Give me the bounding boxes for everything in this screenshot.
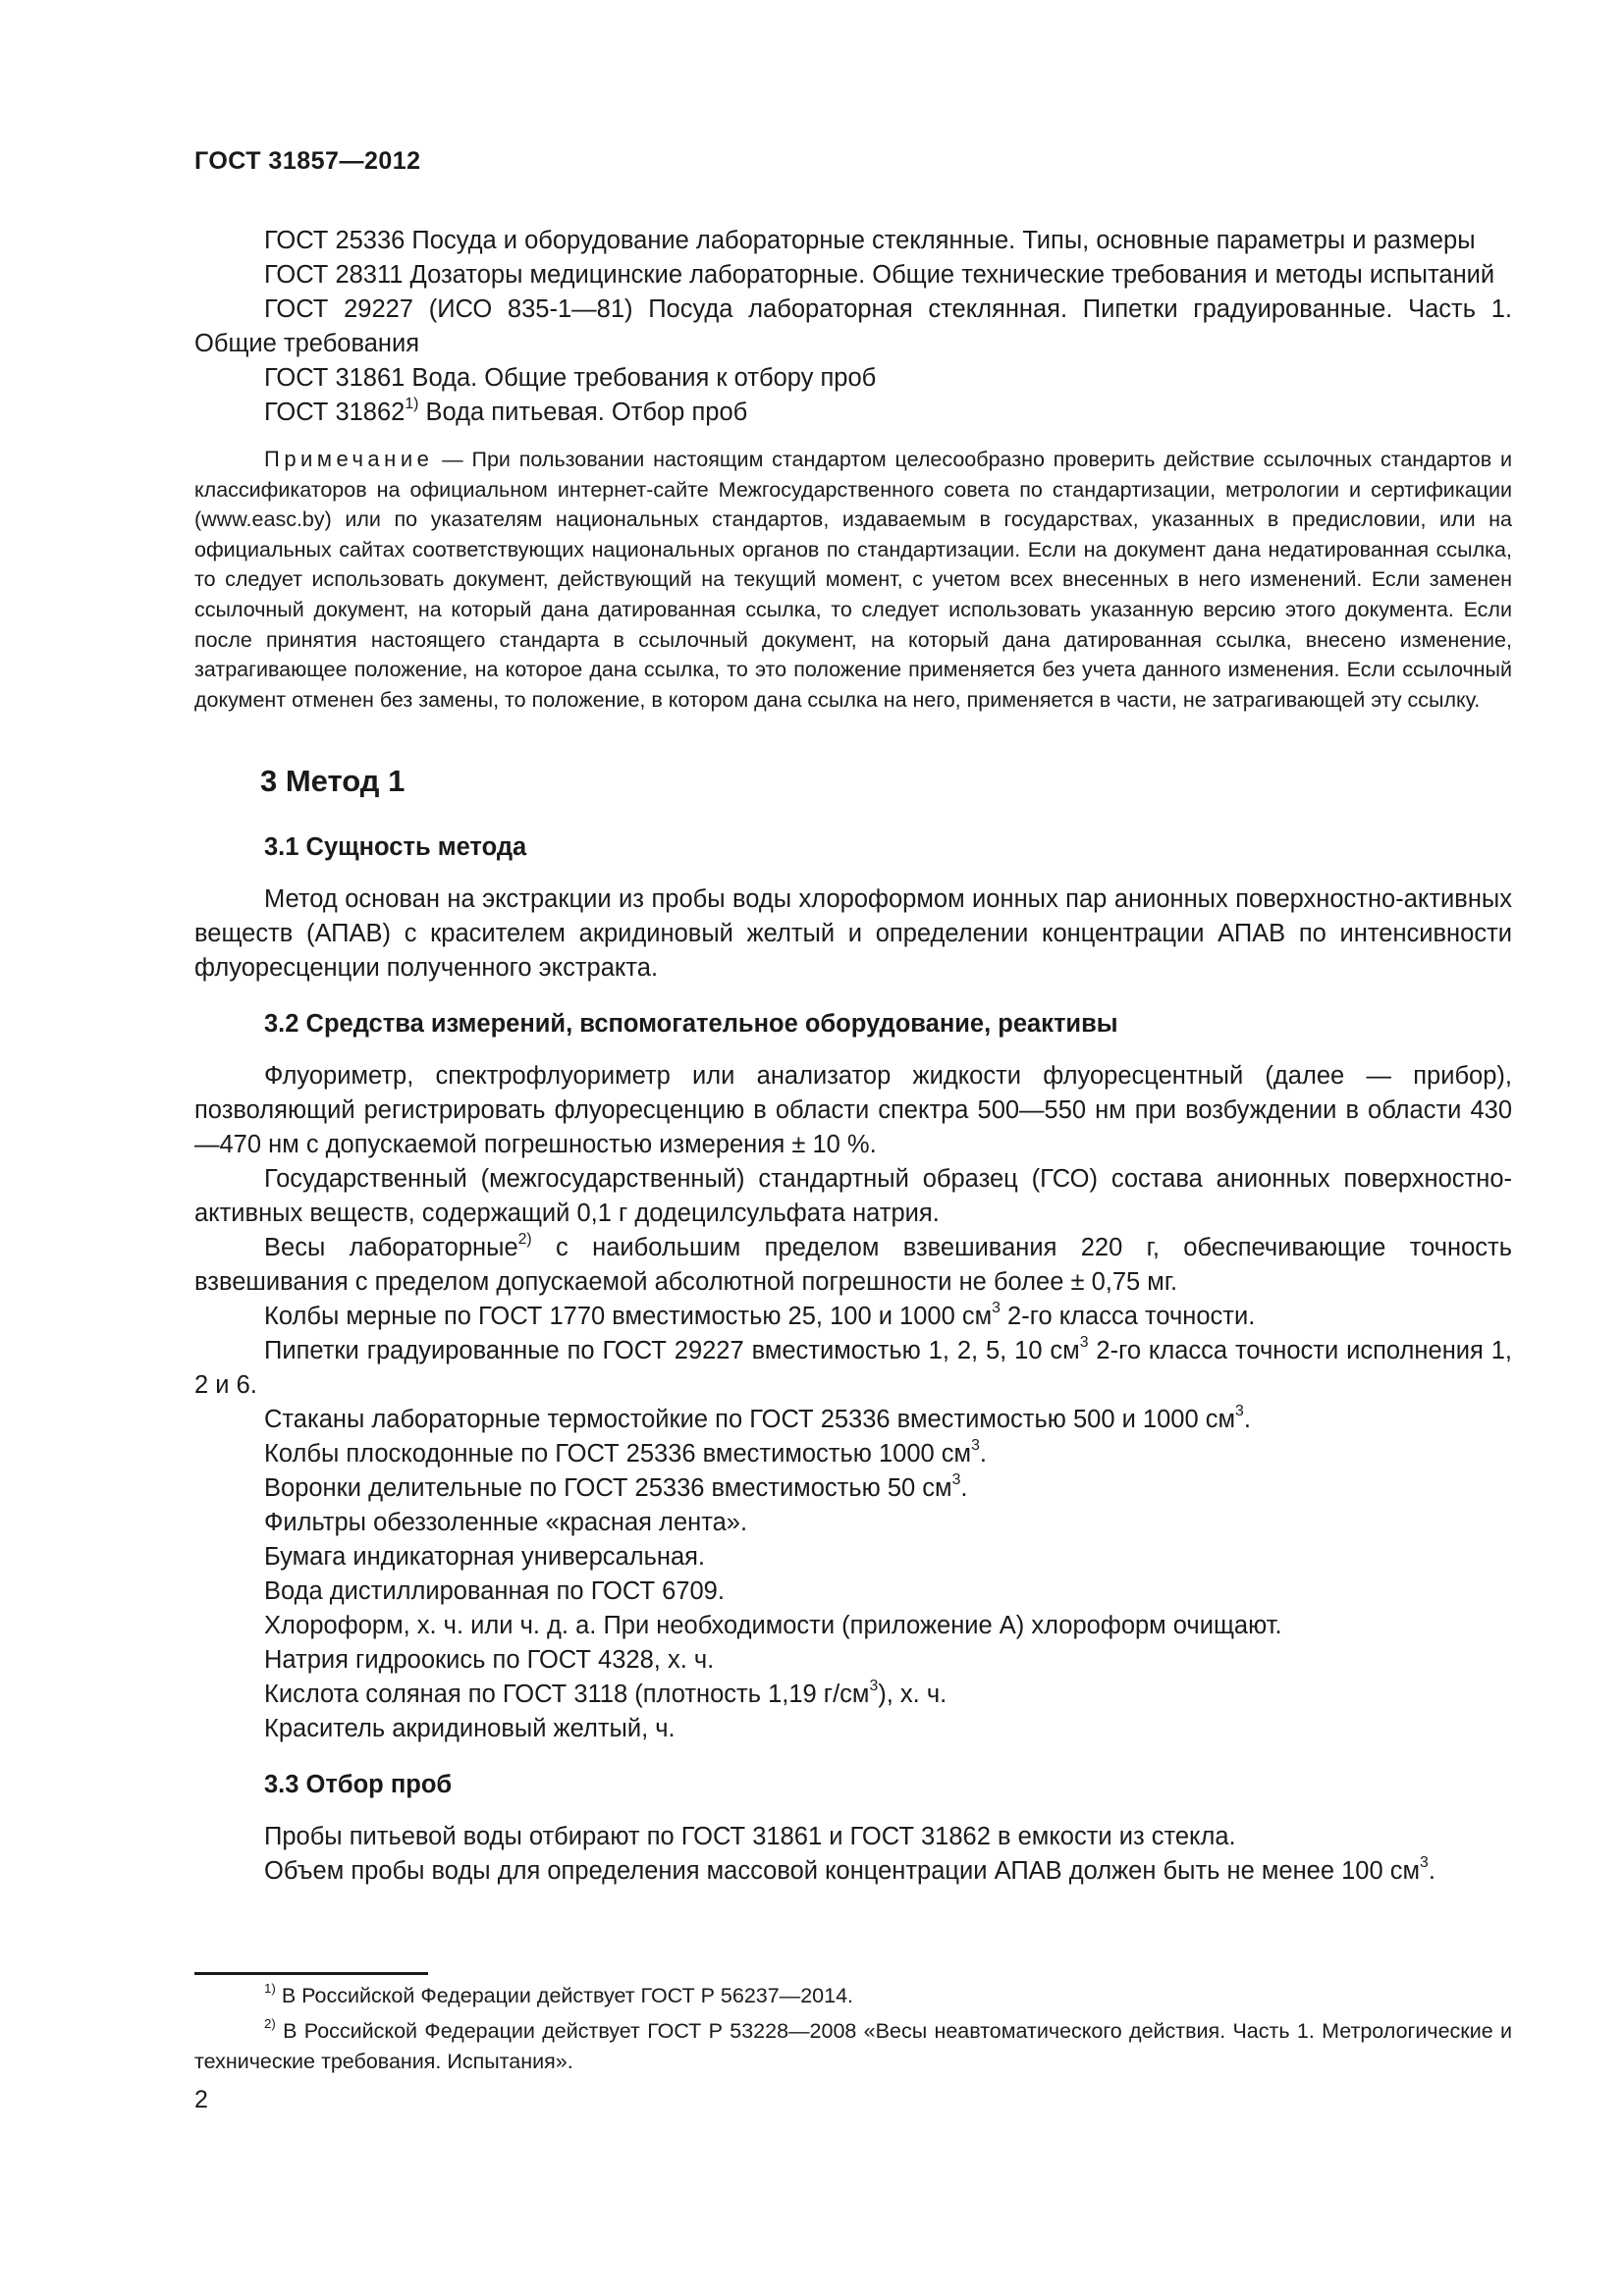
subsection-heading: 3.1 Сущность метода: [264, 833, 527, 862]
item-text: .: [979, 1440, 987, 1468]
item-text: Пипетки градуированные по ГОСТ 29227 вместимостью 1, 2, 5, 10 см: [264, 1337, 1080, 1365]
item-text: .: [1243, 1406, 1251, 1434]
list-item: Фильтры обеззоленные «красная лента».: [264, 1509, 748, 1537]
footnote-item: [194, 2016, 1512, 2077]
body-paragraph: Пробы питьевой воды отбирают по ГОСТ 31861 и ГОСТ 31862 в емкости из стекла.: [264, 1823, 1236, 1851]
reference-item: ГОСТ 31861 Вода. Общие требования к отбору проб: [264, 364, 877, 392]
item-text: Стаканы лабораторные термостойкие по ГОСТ 25336 вместимостью 500 и 1000 см: [264, 1406, 1236, 1434]
reference-item: ГОСТ 28311 Дозаторы медицинские лабораторные. Общие технические требования и методы испытаний: [264, 261, 1495, 289]
body-paragraph: Метод основан на экстракции из пробы воды хлороформом ионных пар анионных поверхностно-активных веществ (АПАВ) с красителем акридиновый желтый и определении концентрации АПАВ по интенсивности флуоресценции полученного экстракта.: [194, 885, 1512, 983]
page-content: [194, 224, 1512, 1889]
footnote-marker: 2): [517, 1231, 532, 1249]
list-item: Краситель акридиновый желтый, ч.: [264, 1715, 676, 1743]
item-text: .: [960, 1474, 968, 1503]
section-heading: 3 Метод 1: [260, 764, 406, 799]
item-text: Объем пробы воды для определения массовой концентрации АПАВ должен быть не менее 100 см: [264, 1857, 1421, 1886]
footnote-marker: 1): [264, 1980, 276, 1996]
body-paragraph: [194, 1854, 1512, 1889]
item-text: 2-го класса точности.: [1000, 1303, 1256, 1331]
subsection-heading: 3.3 Отбор проб: [264, 1771, 453, 1799]
list-item: Государственный (межгосударственный) стандартный образец (ГСО) состава анионных поверхностно-активных веществ, содержащий 0,1 г додецилсульфата натрия.: [194, 1165, 1512, 1228]
list-item: Флуориметр, спектрофлуориметр или анализатор жидкости флуоресцентный (далее — прибор), позволяющий регистрировать флуоресценцию в области спектра 500—550 нм при возбуждении в области 430—470 нм с допускаемой погрешностью измерения ± 10 %.: [194, 1062, 1512, 1159]
list-item: Вода дистиллированная по ГОСТ 6709.: [264, 1577, 725, 1606]
footnote-text: В Российской Федерации действует ГОСТ Р 53228—2008 «Весы неавтоматического действия. Часть 1. Метрологические и технические требования. Испытания».: [194, 2019, 1512, 2073]
list-item: [194, 1403, 1512, 1437]
footnote-divider: [194, 1972, 428, 1975]
list-item: [194, 1437, 1512, 1471]
note-paragraph: [194, 445, 1512, 715]
superscript: 3: [971, 1437, 980, 1455]
reference-item: ГОСТ 25336 Посуда и оборудование лабораторные стеклянные. Типы, основные параметры и размеры: [264, 227, 1476, 254]
list-item: Бумага индикаторная универсальная.: [264, 1543, 706, 1572]
reference-item: [194, 396, 1512, 430]
document-code-header: ГОСТ 31857—2012: [194, 147, 421, 175]
superscript: 3: [1079, 1334, 1089, 1352]
note-text: — При пользовании настоящим стандартом целесообразно проверить действие ссылочных стандартов и классификаторов на официальном интернет-сайте Межгосударственного совета по стандартизации, метрологии и сертификации (www.easc.by) или по указателям национальных стандартов, издаваемым в государствах, указанных в предисловии, или на официальных сайтах соответствующих национальных органов по стандартизации. Если на документ дана недатированная ссылка, то следует использовать документ, действующий на текущий момент, с учетом всех внесенных в него изменений. Если заменен ссылочный документ, на который дана датированная ссылка, то следует использовать указанную версию этого документа. Если после принятия настоящего стандарта в ссылочный документ, на который дана датированная ссылка, внесено изменение, затрагивающее положение, на которое дана ссылка, то это положение применяется без учета данного изменения. Если ссылочный документ отменен без замены, то положение, в котором дана ссылка на него, применяется в части, не затрагивающей эту ссылку.: [194, 448, 1512, 712]
item-text: ), х. ч.: [878, 1681, 947, 1709]
superscript: 3: [951, 1471, 961, 1489]
footnote-marker: 1): [405, 396, 419, 413]
item-text: Воронки делительные по ГОСТ 25336 вместимостью 50 см: [264, 1474, 952, 1503]
item-text: Весы лабораторные: [264, 1234, 518, 1262]
item-text: Кислота соляная по ГОСТ 3118 (плотность 1,19 г/см: [264, 1681, 870, 1709]
page-number: 2: [194, 2086, 208, 2113]
list-item: Натрия гидроокись по ГОСТ 4328, х. ч.: [264, 1646, 715, 1675]
reference-text: Вода питьевая. Отбор проб: [418, 399, 748, 426]
item-text: .: [1428, 1857, 1435, 1886]
superscript: 3: [992, 1300, 1001, 1317]
list-item: [194, 1231, 1512, 1300]
list-item: [194, 1471, 1512, 1506]
item-text: Колбы мерные по ГОСТ 1770 вместимостью 25, 100 и 1000 см: [264, 1303, 993, 1331]
footnote-item: [194, 1981, 1512, 2011]
subsection-heading: 3.2 Средства измерений, вспомогательное оборудование, реактивы: [264, 1010, 1118, 1039]
reference-text: ГОСТ 31862: [264, 399, 406, 426]
footnote-text: В Российской Федерации действует ГОСТ Р 56237—2014.: [275, 1984, 854, 2007]
list-item: [194, 1334, 1512, 1403]
superscript: 3: [1235, 1403, 1244, 1420]
list-item: Хлороформ, х. ч. или ч. д. а. При необходимости (приложение А) хлороформ очищают.: [264, 1612, 1282, 1640]
item-text: с наибольшим пределом взвешивания 220 г, обеспечивающие точность взвешивания с пределом допускаемой абсолютной погрешности не более ± 0,75 мг.: [194, 1234, 1512, 1297]
superscript: 3: [1420, 1854, 1429, 1872]
note-lead: Примечание: [264, 447, 434, 471]
footnotes: [194, 1981, 1512, 2082]
item-text: Колбы плоскодонные по ГОСТ 25336 вместимостью 1000 см: [264, 1440, 972, 1468]
superscript: 3: [869, 1678, 879, 1695]
footnote-marker: 2): [264, 2015, 276, 2031]
item-text: 2-го класса точности исполнения 1, 2 и 6.: [194, 1337, 1512, 1400]
reference-item: ГОСТ 29227 (ИСО 835-1—81) Посуда лабораторная стеклянная. Пипетки градуированные. Часть 1. Общие требования: [194, 295, 1512, 357]
list-item: [194, 1678, 1512, 1712]
list-item: [194, 1300, 1512, 1334]
